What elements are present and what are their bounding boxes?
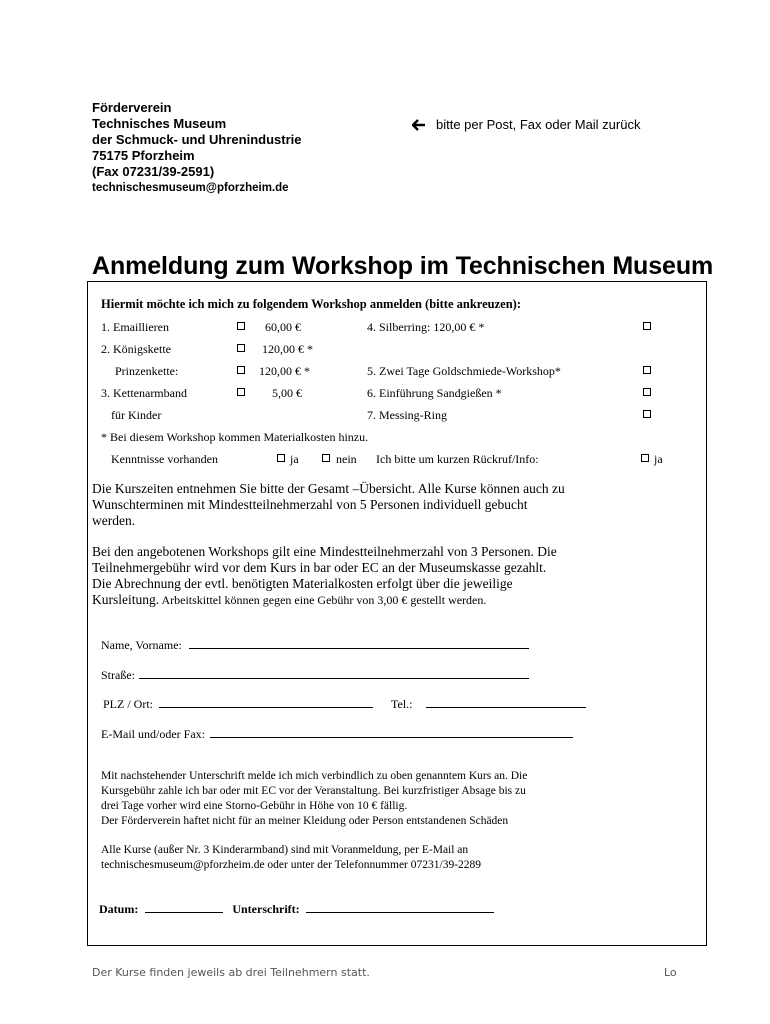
signature-row <box>99 902 494 917</box>
address-line-3: der Schmuck- und Uhrenindustrie <box>92 132 302 147</box>
callback-label: Ich bitte um kurzen Rückruf/Info: <box>376 452 539 466</box>
workshop-2-checkbox[interactable] <box>237 344 245 352</box>
workshop-2b-label: Prinzenkette: <box>115 364 179 378</box>
paragraph-text: Kursleitung. <box>92 592 160 607</box>
date-input-line[interactable] <box>145 912 223 913</box>
callback-yes-checkbox[interactable] <box>641 454 649 462</box>
footer-right-text: Lo <box>664 966 677 979</box>
street-label: Straße: <box>101 668 135 682</box>
zip-city-input-line[interactable] <box>159 707 373 708</box>
sender-address <box>92 100 301 196</box>
email-fax-label: E-Mail und/oder Fax: <box>101 727 205 741</box>
knowledge-no-label: nein <box>336 452 357 466</box>
workshop-1-label: 1. Emaillieren <box>101 320 169 334</box>
workshop-7-checkbox[interactable] <box>643 410 651 418</box>
registration-line: technischesmuseum@pforzheim.de oder unter der Telefonnummer 07231/39-2289 <box>101 859 482 871</box>
page-title: Anmeldung zum Workshop im Technischen Museum <box>92 252 714 280</box>
address-line-1: Förderverein <box>92 100 172 115</box>
workshop-4-checkbox[interactable] <box>643 322 651 330</box>
address-line-2: Technisches Museum <box>92 116 227 131</box>
knowledge-yes-label: ja <box>290 452 299 466</box>
name-label: Name, Vorname: <box>101 638 182 652</box>
paragraph-line: werden. <box>92 513 136 528</box>
zip-city-field[interactable] <box>103 697 373 712</box>
knowledge-no-checkbox[interactable] <box>322 454 330 462</box>
registration-line: Alle Kurse (außer Nr. 3 Kinderarmband) sind mit Voranmeldung, per E-Mail an <box>101 844 469 856</box>
workshop-3-checkbox[interactable] <box>237 388 245 396</box>
knowledge-label: Kenntnisse vorhanden <box>111 452 218 466</box>
footer-note: Der Kurse finden jeweils ab drei Teilnehmern statt. <box>92 966 370 979</box>
signature-input-line[interactable] <box>306 912 494 913</box>
material-cost-note: * Bei diesem Workshop kommen Materialkosten hinzu. <box>101 430 369 444</box>
callback-yes-label: ja <box>654 452 663 466</box>
paragraph-text: Arbeitskittel können gegen eine Gebühr von 3,00 € gestellt werden. <box>159 593 487 607</box>
address-line-4: 75175 Pforzheim <box>92 148 195 163</box>
paragraph-line: Teilnehmergebühr wird vor dem Kurs in bar oder EC an der Museumskasse gezahlt. <box>92 560 547 575</box>
signature-label: Unterschrift: <box>232 902 300 916</box>
workshop-1-price: 60,00 € <box>265 320 301 334</box>
workshop-6-checkbox[interactable] <box>643 388 651 396</box>
name-input-line[interactable] <box>189 648 529 649</box>
address-email: technischesmuseum@pforzheim.de <box>92 182 289 194</box>
workshop-5-checkbox[interactable] <box>643 366 651 374</box>
date-label: Datum: <box>99 902 139 916</box>
workshop-2b-checkbox[interactable] <box>237 366 245 374</box>
email-fax-input-line[interactable] <box>210 737 573 738</box>
return-note <box>412 117 640 132</box>
paragraph-line: Die Abrechnung der evtl. benötigten Materialkosten erfolgt über die jeweilige <box>92 576 513 591</box>
binding-registration-text <box>101 769 527 829</box>
address-line-5: (Fax 07231/39-2591) <box>92 164 215 179</box>
return-note-text: bitte per Post, Fax oder Mail zurück <box>436 117 641 132</box>
paragraph-line: Wunschterminen mit Mindestteilnehmerzahl von 5 Personen individuell gebucht <box>92 497 528 512</box>
tel-field[interactable] <box>391 697 586 712</box>
minimum-participants-paragraph <box>92 544 557 608</box>
workshop-2-label: 2. Königskette <box>101 342 171 356</box>
workshop-2b-price: 120,00 € * <box>259 364 310 378</box>
email-fax-field[interactable] <box>101 727 573 742</box>
registration-info-text <box>101 843 481 873</box>
legal-line: Mit nachstehender Unterschrift melde ich mich verbindlich zu oben genanntem Kurs an. Die <box>101 770 528 782</box>
legal-line: Kursgebühr zahle ich bar oder mit EC vor der Veranstaltung. Bei kurzfristiger Absage bis zu <box>101 785 526 797</box>
paragraph-line: Die Kurszeiten entnehmen Sie bitte der Gesamt –Übersicht. Alle Kurse können auch zu <box>92 481 565 496</box>
workshop-7-label: 7. Messing-Ring <box>367 408 448 422</box>
workshop-4-label: 4. Silberring: 120,00 € * <box>367 320 485 334</box>
paragraph-line: Bei den angebotenen Workshops gilt eine Mindestteilnehmerzahl von 3 Personen. Die <box>92 544 557 559</box>
workshop-5-label: 5. Zwei Tage Goldschmiede-Workshop* <box>367 364 561 378</box>
workshop-3-label: 3. Kettenarmband <box>101 386 187 400</box>
workshop-2-price: 120,00 € * <box>262 342 313 356</box>
name-field[interactable] <box>101 638 529 653</box>
workshop-3-price: 5,00 € <box>272 386 302 400</box>
tel-label: Tel.: <box>391 697 413 711</box>
legal-line: drei Tage vorher wird eine Storno-Gebühr in Höhe von 10 € fällig. <box>101 800 408 812</box>
street-field[interactable] <box>101 668 529 683</box>
workshop-1-checkbox[interactable] <box>237 322 245 330</box>
workshop-6-label: 6. Einführung Sandgießen * <box>367 386 502 400</box>
zip-city-label: PLZ / Ort: <box>103 697 153 711</box>
course-times-paragraph <box>92 481 565 529</box>
workshop-3-sublabel: für Kinder <box>111 408 162 422</box>
paragraph-line <box>92 592 557 608</box>
arrow-left-icon <box>412 119 426 131</box>
legal-line: Der Förderverein haftet nicht für an meiner Kleidung oder Person entstandenen Schäden <box>101 815 509 827</box>
street-input-line[interactable] <box>139 678 529 679</box>
selection-heading: Hiermit möchte ich mich zu folgendem Workshop anmelden (bitte ankreuzen): <box>101 297 521 311</box>
knowledge-yes-checkbox[interactable] <box>277 454 285 462</box>
tel-input-line[interactable] <box>426 707 586 708</box>
